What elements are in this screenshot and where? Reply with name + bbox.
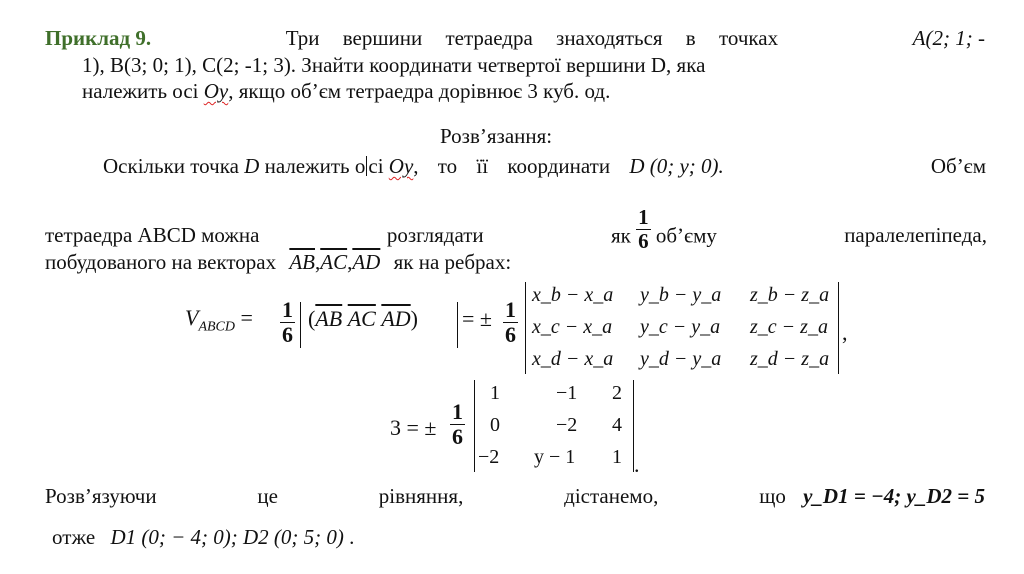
volume-frac-den: 6 [282, 322, 293, 348]
point-a: A(2; 1; - [912, 26, 985, 50]
problem-text-3a: належить осі [82, 79, 199, 103]
matrix-cell: z_d − z_a [750, 348, 830, 370]
v-symbol: V [185, 305, 199, 330]
solution-line-3: побудованого на векторах $\overline{AB},\overline{AC},\overline{AD}$ як на ребрах: [45, 250, 512, 274]
p2-word-3: як [611, 223, 631, 248]
fraction-denominator: 6 [638, 229, 649, 254]
volume-fraction-2 [503, 298, 518, 347]
problem-text-3b: , якщо об’єм тетраедра дорівнює 3 куб. од. [228, 79, 611, 103]
p3-text-a: побудованого на векторах [45, 250, 277, 274]
vector-ab: $\overline{AB}$ [289, 250, 315, 274]
p1-text-a: Оскільки точка [103, 154, 239, 178]
numeric-cell: 1 [490, 382, 500, 404]
solution-line-4 [45, 484, 985, 509]
p2-word-5: паралелепіпеда, [844, 223, 987, 248]
solution-heading: Розв’язання: [440, 124, 553, 148]
numeric-lhs: 3 = ± [390, 415, 437, 440]
solution-line-5 [52, 525, 354, 550]
p2-word-1: тетраедра ABCD можна [45, 223, 260, 248]
numeric-cell: −2 [556, 414, 578, 436]
p1-text-c: сі [368, 154, 384, 178]
problem-line-1 [45, 26, 985, 51]
problem-label: Приклад 9. [45, 26, 152, 50]
mixed-product: ($\overline{AB}$ $\overline{AC}$ $\overline{AD}$) [308, 306, 418, 331]
numeric-period: . [634, 452, 640, 477]
numeric-fraction [450, 400, 465, 449]
final-period: . [349, 525, 355, 549]
p2-word-2: розглядати [386, 223, 484, 248]
one-sixth-fraction [636, 206, 651, 253]
p1-text-b: належить о [264, 154, 366, 178]
problem-line-3 [82, 79, 610, 104]
p3-text-b: як на ребрах: [393, 250, 512, 274]
numeric-frac-num: 1 [452, 399, 463, 424]
numeric-cell: 2 [612, 382, 622, 404]
matrix-cell: z_c − z_a [750, 316, 828, 338]
numeric-cell: 4 [612, 414, 622, 436]
volume-frac2-den: 6 [505, 322, 516, 348]
p4-word-3: рівняння, [378, 484, 464, 508]
vector-ad: $\overline{AD}$ [352, 250, 381, 274]
matrix-cell: x_b − x_a [532, 284, 614, 306]
p4-word-5: що [759, 484, 786, 508]
fraction-numerator: 1 [638, 205, 649, 229]
oy-axis: Oy [203, 79, 229, 103]
problem-text-1: Три вершини тетраедра знаходяться в точках [285, 26, 779, 50]
numeric-cell: 1 [612, 446, 622, 468]
volume-fraction [280, 298, 295, 347]
matrix-cell: x_c − x_a [532, 316, 613, 338]
numeric-cell: 0 [490, 414, 500, 436]
p4-word-1: Розв’язуючи [45, 484, 157, 508]
solution-line-1 [103, 154, 986, 179]
matrix-cell: y_c − y_a [640, 316, 721, 338]
numeric-frac-den: 6 [452, 424, 463, 450]
d-points-result: D1 (0; − 4; 0); D2 (0; 5; 0) [110, 525, 344, 549]
matrix-cell: y_d − y_a [640, 348, 722, 370]
d-coordinates: D (0; y; 0). [629, 154, 724, 178]
vector-ac: $\overline{AC}$ [320, 250, 348, 274]
plus-minus: = ± [462, 306, 492, 331]
volume-frac-num: 1 [282, 297, 293, 322]
numeric-cell: y − 1 [534, 446, 576, 468]
equals-sign: = [240, 305, 253, 330]
problem-text-2: 1), B(3; 0; 1), C(2; -1; 3). Знайти координати четвертої вершини D, яка [82, 53, 706, 77]
p1-text-e: Об’єм [930, 154, 986, 178]
p4-word-4: дістанемо, [564, 484, 659, 508]
mp-vector-ab: $\overline{AB}$ [315, 306, 343, 331]
formula-comma: , [842, 320, 848, 345]
oy-axis-2: Oy [388, 154, 414, 178]
p2-word-4: об’єму [655, 223, 717, 248]
matrix-cell: x_d − x_a [532, 348, 614, 370]
point-d: D [244, 154, 260, 178]
matrix-cell: y_b − y_a [640, 284, 722, 306]
p5-text: отже [52, 525, 96, 549]
numeric-cell: −1 [556, 382, 578, 404]
mp-vector-ac: $\overline{AC}$ [347, 306, 376, 331]
problem-line-2 [82, 53, 987, 78]
volume-formula-lhs [185, 305, 253, 335]
matrix-cell: z_b − z_a [750, 284, 830, 306]
p1-text-d: , то її координати [413, 154, 611, 178]
mp-vector-ad: $\overline{AD}$ [381, 306, 411, 331]
p4-word-2: це [257, 484, 278, 508]
v-subscript: ABCD [198, 319, 236, 335]
y-solutions: y_D1 = −4; y_D2 = 5 [803, 484, 985, 508]
numeric-cell: −2 [478, 446, 500, 468]
volume-frac2-num: 1 [505, 297, 516, 322]
